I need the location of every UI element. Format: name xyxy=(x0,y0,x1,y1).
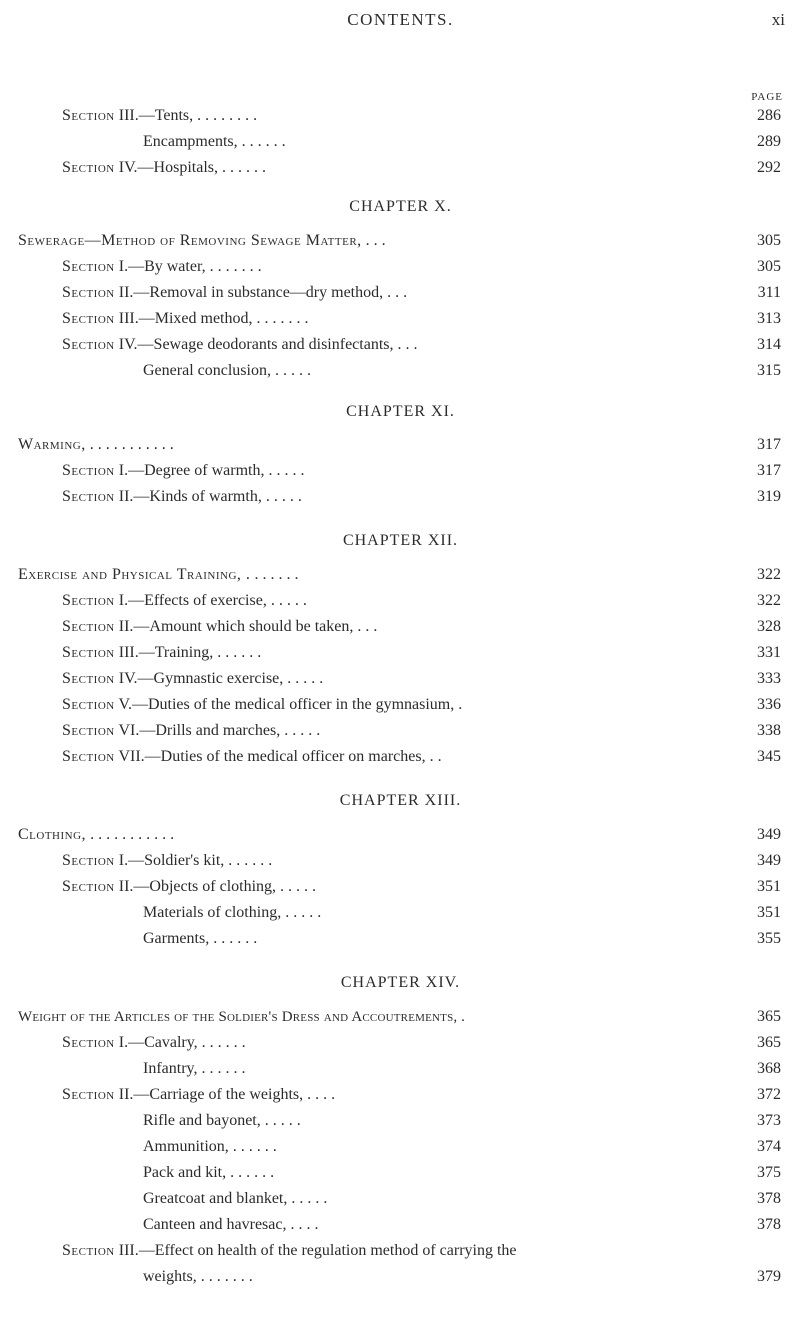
toc-entry xyxy=(0,332,801,358)
dot-leaders: . . . . . xyxy=(274,362,311,379)
entry-title: I.—Soldier's kit, xyxy=(118,852,225,869)
chapter-main-title: Warming, xyxy=(18,436,86,453)
dot-leaders: . . . . . xyxy=(280,878,317,895)
toc-entry xyxy=(0,254,801,280)
entry-title: III.—Effect on health of the regulation method of carrying the xyxy=(118,1242,517,1259)
dot-leaders: . . . . . . xyxy=(232,1138,277,1155)
toc-entry xyxy=(0,1264,801,1290)
toc-entry xyxy=(0,900,801,926)
entry-page: 328 xyxy=(757,618,781,635)
chapter-main-title: Sewerage—Method of Removing Sewage Matter, xyxy=(18,232,362,249)
dot-leaders: . . . xyxy=(365,232,386,249)
toc-entry xyxy=(0,1134,801,1160)
section-label: Section xyxy=(62,592,115,609)
entry-page: 368 xyxy=(757,1060,781,1077)
entry-page: 311 xyxy=(757,284,781,301)
entry-title: II.—Objects of clothing, xyxy=(118,878,277,895)
entry-title: Pack and kit, . xyxy=(143,1164,235,1181)
running-title: CONTENTS. xyxy=(347,10,454,29)
entry-page: 355 xyxy=(757,930,781,947)
toc-entry xyxy=(0,1056,801,1082)
toc-chapter-main xyxy=(0,432,801,458)
section-label: Section xyxy=(62,1242,115,1259)
section-label: Section xyxy=(62,107,115,124)
section-label: Section xyxy=(62,488,115,505)
toc-entry xyxy=(0,848,801,874)
section-label: Section xyxy=(62,670,115,687)
section-label: Section xyxy=(62,748,115,765)
entry-page: 372 xyxy=(757,1086,781,1103)
section-label: Section xyxy=(62,310,115,327)
folio-page-number: xi xyxy=(771,10,785,29)
dot-leaders: . . . . . xyxy=(284,722,321,739)
toc-chapter-main xyxy=(0,228,801,254)
dot-leaders: . . . . xyxy=(290,1216,319,1233)
entry-page: 317 xyxy=(757,436,781,453)
toc-entry xyxy=(0,640,801,666)
chapter-heading: CHAPTER XII. xyxy=(342,532,459,549)
dot-leaders: . xyxy=(458,696,463,713)
toc-entry xyxy=(0,926,801,952)
toc-entry xyxy=(0,718,801,744)
toc-entry xyxy=(0,1238,801,1264)
entry-title: V.—Duties of the medical officer in the gymnasium, xyxy=(118,696,455,713)
dot-leaders: . . . xyxy=(387,284,408,301)
section-label: Section xyxy=(62,336,115,353)
section-label: Section xyxy=(62,1086,115,1103)
entry-page: 319 xyxy=(757,488,781,505)
chapter-heading: CHAPTER XIV. xyxy=(340,974,461,991)
dot-leaders: . . . . . . xyxy=(241,133,286,150)
entry-page: 333 xyxy=(757,670,781,687)
entry-page: 322 xyxy=(757,566,781,583)
section-label: Section xyxy=(62,1034,115,1051)
entry-title: II.—Removal in substance—dry method, xyxy=(118,284,384,301)
entry-page: 338 xyxy=(757,722,781,739)
entry-title: III.—Mixed method, . xyxy=(118,310,261,327)
entry-page: 378 xyxy=(757,1216,781,1233)
entry-title: IV.—Gymnastic exercise, xyxy=(118,670,284,687)
section-label: Section xyxy=(62,644,115,661)
toc-entry xyxy=(0,1160,801,1186)
entry-page: 345 xyxy=(757,748,781,765)
dot-leaders: . . . . . . xyxy=(213,930,258,947)
dot-leaders: . xyxy=(461,1009,465,1025)
page-column-label: PAGE xyxy=(751,91,783,103)
entry-page: 315 xyxy=(757,362,781,379)
toc-entry xyxy=(0,692,801,718)
dot-leaders: . . . . . xyxy=(270,592,307,609)
dot-leaders: . . . xyxy=(357,618,378,635)
dot-leaders: . . . . . . . . . . . xyxy=(89,436,174,453)
entry-title: II.—Carriage of the weights, xyxy=(118,1086,304,1103)
entry-page: 317 xyxy=(757,462,781,479)
toc-entry xyxy=(0,1212,801,1238)
entry-page: 331 xyxy=(757,644,781,661)
entry-page: 365 xyxy=(757,1034,781,1051)
entry-title: III.—Training, xyxy=(118,644,214,661)
toc-entry xyxy=(0,306,801,332)
entry-page: 305 xyxy=(757,232,781,249)
entry-title: Encampments, xyxy=(143,133,238,150)
entry-page: 314 xyxy=(757,336,781,353)
dot-leaders: . . . . . . xyxy=(264,310,309,327)
dot-leaders: . . . . . xyxy=(264,1112,301,1129)
entry-page: 289 xyxy=(757,133,781,150)
entry-title: III.—Tents, xyxy=(118,107,194,124)
dot-leaders: . . . . . . xyxy=(217,644,262,661)
entry-page: 336 xyxy=(757,696,781,713)
entry-title: Ammunition, xyxy=(143,1138,229,1155)
entry-page: 351 xyxy=(757,878,781,895)
entry-title: Infantry, xyxy=(143,1060,198,1077)
dot-leaders: . . . . . xyxy=(287,670,324,687)
entry-page: 305 xyxy=(757,258,781,275)
dot-leaders: . . xyxy=(429,748,442,765)
entry-title: VI.—Drills and marches, xyxy=(118,722,281,739)
entry-page: 375 xyxy=(757,1164,781,1181)
entry-title: IV.—Hospitals, xyxy=(118,159,218,176)
entry-page: 365 xyxy=(757,1008,781,1025)
toc-entry xyxy=(0,103,801,129)
entry-title: I.—Effects of exercise, xyxy=(118,592,267,609)
entry-title: weights, xyxy=(143,1268,197,1285)
dot-leaders: . . . . . . . xyxy=(200,1268,253,1285)
toc-chapter-main xyxy=(0,1004,801,1030)
entry-title: Rifle and bayonet, xyxy=(143,1112,261,1129)
toc-entry xyxy=(0,458,801,484)
entry-page: 286 xyxy=(757,107,781,124)
entry-page: 322 xyxy=(757,592,781,609)
entry-title: II.—Kinds of warmth, xyxy=(118,488,262,505)
section-label: Section xyxy=(62,159,115,176)
section-label: Section xyxy=(62,618,115,635)
dot-leaders: . . . . . . xyxy=(222,159,266,176)
dot-leaders: . . . . . . xyxy=(201,1060,246,1077)
dot-leaders: . . . xyxy=(397,336,418,353)
toc-entry xyxy=(0,666,801,692)
running-head xyxy=(0,10,801,34)
toc-entry xyxy=(0,1082,801,1108)
entry-title: VII.—Duties of the medical officer on marches, xyxy=(118,748,426,765)
section-label: Section xyxy=(62,258,115,275)
chapter-main-title: Exercise and Physical Training, . xyxy=(18,566,251,583)
dot-leaders: . . . . xyxy=(299,1190,328,1207)
entry-title: Canteen and havresac, xyxy=(143,1216,287,1233)
section-label: Section xyxy=(62,722,115,739)
entry-page: 351 xyxy=(757,904,781,921)
chapter-heading: CHAPTER XI. xyxy=(346,403,455,420)
toc-entry xyxy=(0,1186,801,1212)
toc-entry xyxy=(0,280,801,306)
dot-leaders: . . . . . . . . . . . xyxy=(90,826,175,843)
entry-page: 313 xyxy=(757,310,781,327)
dot-leaders: . . . . . . . . xyxy=(197,107,258,124)
entry-title: I.—Cavalry, xyxy=(118,1034,198,1051)
entry-page: 374 xyxy=(757,1138,781,1155)
toc-entry xyxy=(0,358,801,384)
dot-leaders: . . . . . xyxy=(268,462,305,479)
chapter-main-title: Clothing, xyxy=(18,826,87,843)
section-label: Section xyxy=(62,462,115,479)
dot-leaders: . . . . . . xyxy=(228,852,273,869)
section-label: Section xyxy=(62,284,115,301)
entry-page: 379 xyxy=(757,1268,781,1285)
entry-title: General conclusion, xyxy=(143,362,271,379)
chapter-main-title: Weight of the Articles of the Soldier's Dress and Accoutrements, xyxy=(18,1009,458,1025)
entry-title: Garments, xyxy=(143,930,210,947)
toc-entry xyxy=(0,1108,801,1134)
section-label: Section xyxy=(62,852,115,869)
chapter-heading: CHAPTER X. xyxy=(349,198,452,215)
entry-page: 373 xyxy=(757,1112,781,1129)
toc-entry xyxy=(0,484,801,510)
toc-entry xyxy=(0,1030,801,1056)
section-label: Section xyxy=(62,696,115,713)
dot-leaders: . . . . . xyxy=(238,1164,275,1181)
toc-chapter-main xyxy=(0,822,801,848)
entry-title: Greatcoat and blanket, . xyxy=(143,1190,296,1207)
section-label: Section xyxy=(62,878,115,895)
entry-title: I.—By water, xyxy=(118,258,206,275)
dot-leaders: . . . . . . xyxy=(254,566,299,583)
dot-leaders: . . . . . . . xyxy=(209,258,262,275)
entry-title: IV.—Sewage deodorants and disinfectants, xyxy=(118,336,394,353)
entry-title: I.—Degree of warmth, xyxy=(118,462,265,479)
toc-entry xyxy=(0,874,801,900)
toc-chapter-main xyxy=(0,562,801,588)
toc-entry xyxy=(0,129,801,155)
dot-leaders: . . . . xyxy=(293,904,322,921)
toc-entry xyxy=(0,155,801,181)
toc-entry xyxy=(0,588,801,614)
entry-title: Materials of clothing, . xyxy=(143,904,290,921)
toc-entry xyxy=(0,614,801,640)
entry-page: 292 xyxy=(757,159,781,176)
entry-title: II.—Amount which should be taken, xyxy=(118,618,354,635)
entry-page: 349 xyxy=(757,852,781,869)
entry-page: 378 xyxy=(757,1190,781,1207)
dot-leaders: . . . . . xyxy=(265,488,302,505)
dot-leaders: . . . . . . xyxy=(201,1034,246,1051)
entry-page: 349 xyxy=(757,826,781,843)
chapter-heading: CHAPTER XIII. xyxy=(339,792,462,809)
dot-leaders: . . . . xyxy=(307,1086,336,1103)
toc-entry xyxy=(0,744,801,770)
